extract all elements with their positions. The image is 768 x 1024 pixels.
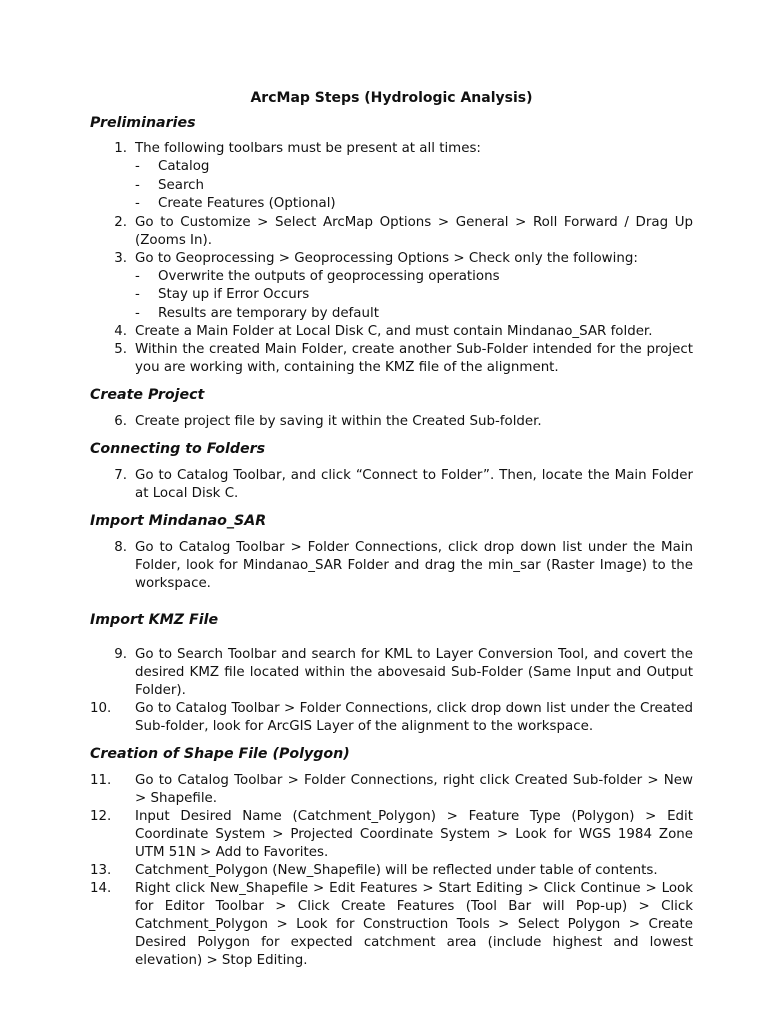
- sub-item: - Overwrite the outputs of geoprocessing operations: [135, 268, 500, 284]
- step-number: 10.: [90, 701, 112, 716]
- step-14: [90, 880, 693, 970]
- step-5: [90, 341, 693, 377]
- step-text: Go to Customize > Select ArcMap Options > General > Roll Forward / Drag Up (Zooms In).: [135, 214, 693, 248]
- document-page: [90, 90, 693, 970]
- step-8: [90, 539, 693, 593]
- step-number: 4.: [114, 324, 127, 339]
- step-number: 3.: [114, 250, 127, 266]
- step-number: 12.: [90, 809, 112, 824]
- section-heading-create-project: Create Project: [90, 387, 205, 403]
- step-number: 13.: [90, 863, 112, 878]
- shape-file-list: [90, 772, 693, 970]
- step-1: [90, 140, 693, 214]
- step-number: 5.: [114, 342, 127, 357]
- sub-item: - Stay up if Error Occurs: [135, 287, 310, 302]
- toolbar-list: [135, 158, 693, 214]
- step-10: [90, 700, 693, 736]
- section-heading-connecting: Connecting to Folders: [90, 441, 266, 457]
- step-text: Go to Catalog Toolbar > Folder Connections, click drop down list under the Main Folder, look for Mindanao_SAR Folder and drag the min_sar (Raster Image) to the workspace.: [135, 540, 693, 591]
- connecting-list: [90, 467, 693, 503]
- step-6: [90, 413, 693, 431]
- step-4: [90, 323, 693, 341]
- step-text: Go to Search Toolbar and search for KML to Layer Conversion Tool, and covert the desired KMZ file located within the abovesaid Sub-Folder (Same Input and Output Folder).: [135, 647, 693, 698]
- sub-item: - Catalog: [135, 159, 210, 174]
- section-heading-preliminaries: Preliminaries: [90, 115, 196, 131]
- section-heading-import-sar: Import Mindanao_SAR: [90, 513, 267, 529]
- import-kmz-list: [90, 646, 693, 736]
- sub-item: - Create Features (Optional): [135, 196, 336, 211]
- step-text: Input Desired Name (Catchment_Polygon) > Feature Type (Polygon) > Edit Coordinate System > Projected Coordinate System > Look for WGS 1984 Zone UTM 51N > Add to Favorites.: [135, 809, 693, 860]
- options-list: [135, 268, 693, 324]
- step-text: Go to Catalog Toolbar > Folder Connections, click drop down list under the Created Sub-folder, look for ArcGIS Layer of the alignment to the workspace.: [135, 701, 693, 734]
- step-number: 2.: [114, 214, 127, 230]
- document-title: ArcMap Steps (Hydrologic Analysis): [250, 90, 533, 106]
- step-text: Right click New_Shapefile > Edit Features > Start Editing > Click Continue > Look for Editor Toolbar > Click Create Features (Tool Bar will Pop-up) > Click Catchment_Polygon > Look for Construction Tools > Select Polygon > Create Desired Polygon for expected catchment area (include highest and lowest elevation) > Stop Editing.: [135, 881, 693, 968]
- preliminaries-list: [90, 140, 693, 377]
- step-number: 9.: [114, 647, 127, 662]
- sub-item: - Results are temporary by default: [135, 305, 379, 321]
- step-9: [90, 646, 693, 700]
- step-text: Go to Catalog Toolbar > Folder Connections, right click Created Sub-folder > New > Shapefile.: [135, 773, 693, 806]
- step-text: Go to Catalog Toolbar, and click “Connect to Folder”. Then, locate the Main Folder at Local Disk C.: [135, 468, 693, 501]
- step-11: [90, 772, 693, 808]
- section-heading-shape-file: Creation of Shape File (Polygon): [90, 746, 350, 762]
- step-text: Within the created Main Folder, create another Sub-Folder intended for the project you are working with, containing the KMZ file of the alignment.: [135, 342, 693, 375]
- step-text: Create a Main Folder at Local Disk C, and must contain Mindanao_SAR folder.: [135, 324, 653, 339]
- step-text: The following toolbars must be present at all times:: [135, 141, 481, 156]
- step-13: [90, 862, 693, 880]
- step-number: 8.: [114, 540, 127, 555]
- sub-item: - Search: [135, 177, 205, 193]
- step-text: Catchment_Polygon (New_Shapefile) will be reflected under table of contents.: [135, 863, 658, 878]
- step-7: [90, 467, 693, 503]
- step-text: Go to Geoprocessing > Geoprocessing Options > Check only the following:: [135, 250, 638, 266]
- import-sar-list: [90, 539, 693, 593]
- step-number: 1.: [114, 141, 127, 156]
- step-number: 14.: [90, 881, 112, 896]
- step-number: 6.: [114, 414, 127, 429]
- step-text: Create project file by saving it within the Created Sub-folder.: [135, 414, 542, 429]
- step-number: 11.: [90, 773, 112, 788]
- step-2: [90, 214, 693, 250]
- create-project-list: [90, 413, 693, 431]
- step-number: 7.: [114, 468, 127, 483]
- step-12: [90, 808, 693, 862]
- section-heading-import-kmz: Import KMZ File: [90, 612, 219, 628]
- step-3: [90, 250, 693, 324]
